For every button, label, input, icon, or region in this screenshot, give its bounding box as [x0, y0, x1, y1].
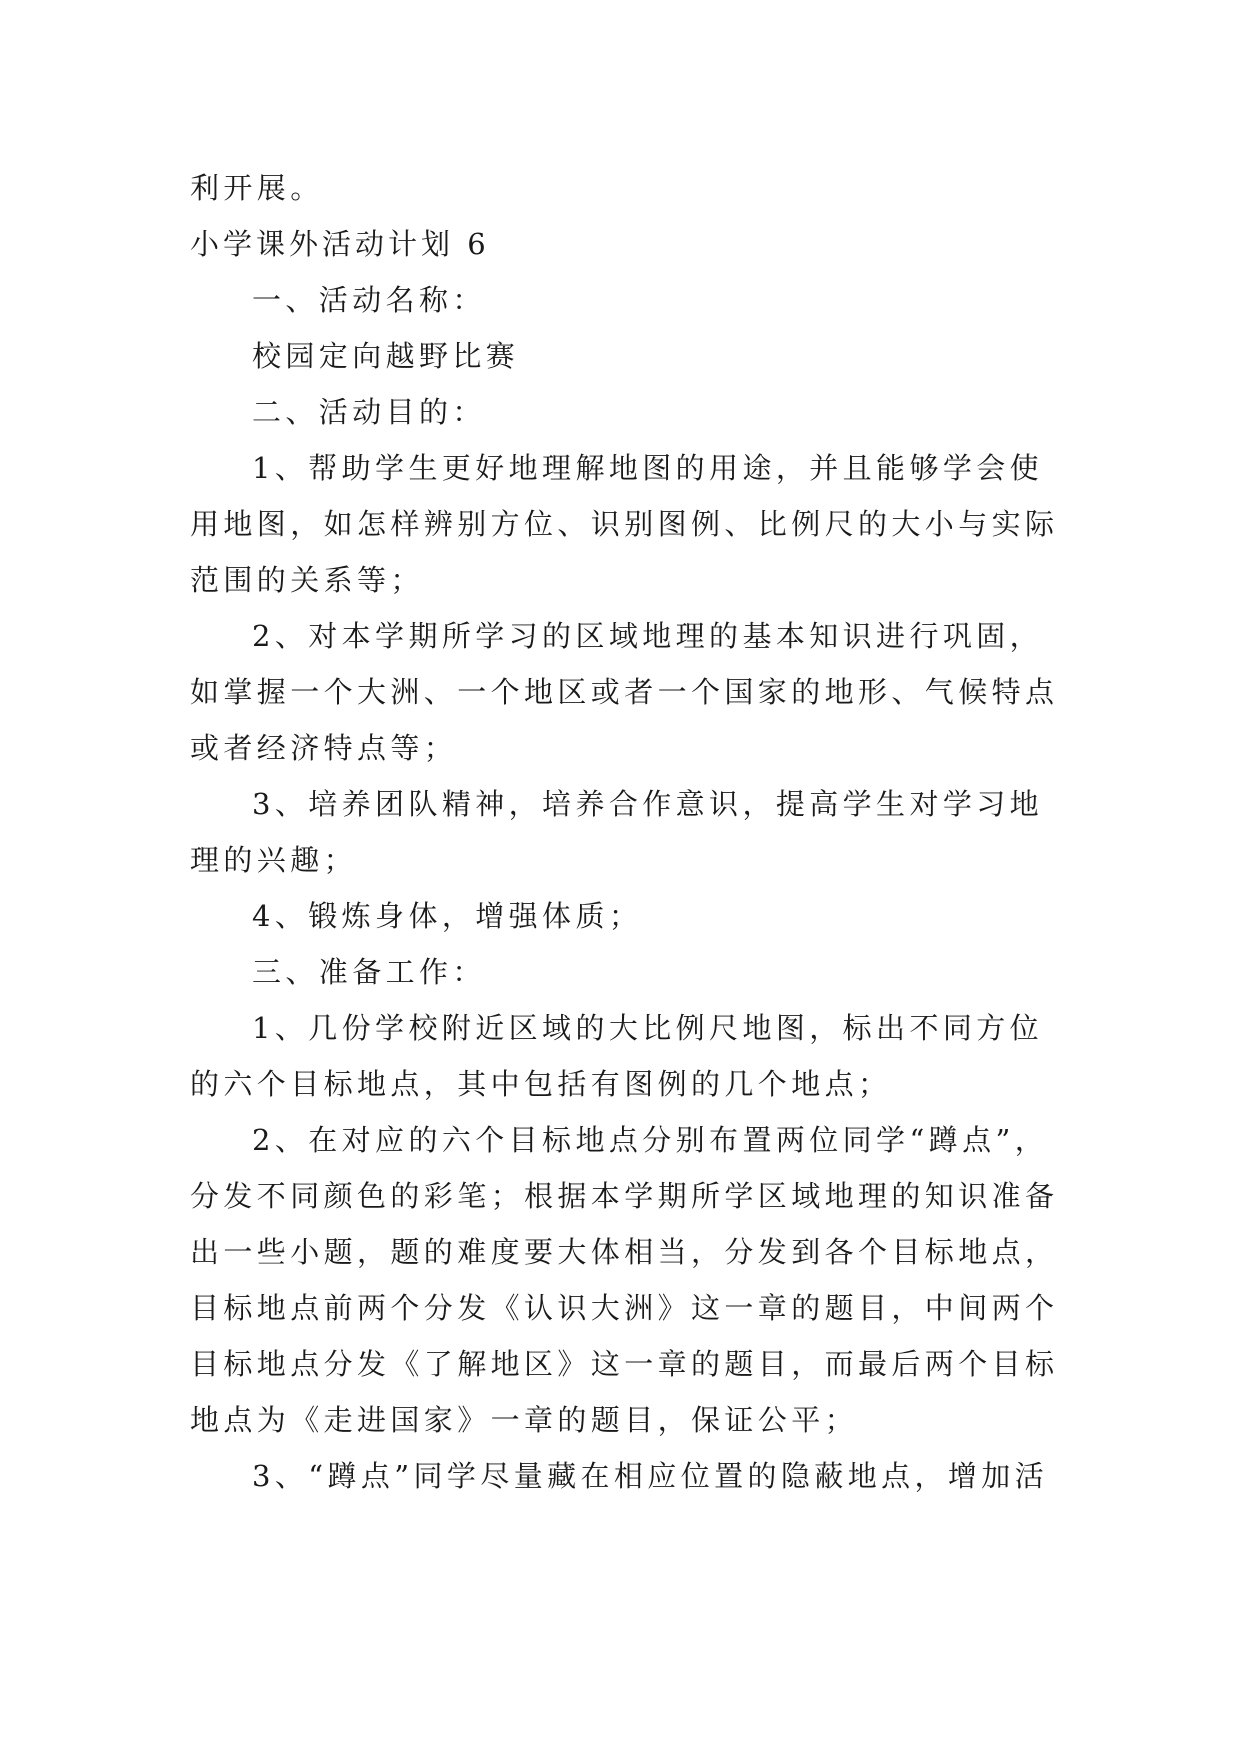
paragraph-line: 地点为《走进国家》一章的题目，保证公平； [190, 1403, 859, 1437]
paragraph-line: 的六个目标地点，其中包括有图例的几个地点； [190, 1067, 892, 1101]
activity-name-value: 校园定向越野比赛 [252, 339, 520, 373]
section-title: 小学课外活动计划 6 [190, 227, 490, 261]
paragraph-line: 利开展。 [190, 171, 324, 205]
paragraph-line: 1、帮助学生更好地理解地图的用途，并且能够学会使 [252, 451, 1044, 485]
paragraph-line: 3、“蹲点”同学尽量藏在相应位置的隐蔽地点，增加活 [252, 1459, 1049, 1493]
paragraph-line: 用地图，如怎样辨别方位、识别图例、比例尺的大小与实际 [190, 507, 1059, 541]
paragraph-line: 出一些小题，题的难度要大体相当，分发到各个目标地点， [190, 1235, 1059, 1269]
paragraph-line: 或者经济特点等； [190, 731, 458, 765]
heading-activity-name: 一、活动名称： [252, 283, 486, 317]
paragraph-line: 2、对本学期所学习的区域地理的基本知识进行巩固， [252, 619, 1044, 653]
paragraph-line: 目标地点前两个分发《认识大洲》这一章的题目，中间两个 [190, 1291, 1059, 1325]
paragraph-line: 如掌握一个大洲、一个地区或者一个国家的地形、气候特点 [190, 675, 1059, 709]
paragraph-line: 范围的关系等； [190, 563, 424, 597]
paragraph-line: 2、在对应的六个目标地点分别布置两位同学“蹲点”， [252, 1123, 1049, 1157]
heading-preparation: 三、准备工作： [252, 955, 486, 989]
heading-activity-goals: 二、活动目的： [252, 395, 486, 429]
paragraph-line: 4、锻炼身体，增强体质； [252, 899, 643, 933]
paragraph-line: 理的兴趣； [190, 843, 358, 877]
paragraph-line: 目标地点分发《了解地区》这一章的题目，而最后两个目标 [190, 1347, 1059, 1381]
paragraph-line: 1、几份学校附近区域的大比例尺地图，标出不同方位 [252, 1011, 1044, 1045]
paragraph-line: 3、培养团队精神，培养合作意识，提高学生对学习地 [252, 787, 1044, 821]
paragraph-line: 分发不同颜色的彩笔；根据本学期所学区域地理的知识准备 [190, 1179, 1059, 1213]
document-body [190, 160, 1059, 1504]
